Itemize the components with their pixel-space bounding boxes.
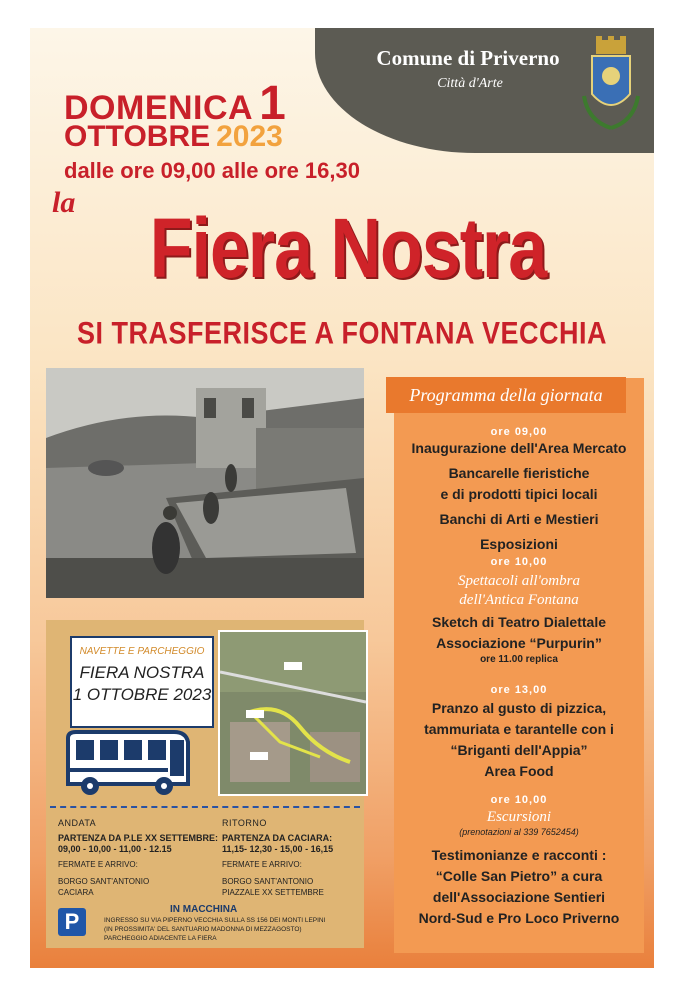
month-label: OTTOBRE	[64, 120, 211, 153]
parking-line: (IN PROSSIMITA' DEL SANTUARIO MADONNA DI MEZZAGOSTO)	[104, 926, 302, 933]
route-map	[218, 630, 368, 796]
program-line: Inaugurazione dell'Area Mercato	[411, 440, 627, 456]
program-note: ore 11.00 replica	[480, 654, 558, 665]
comune-name: Comune di Priverno	[376, 46, 560, 70]
section-time: ore 13,00	[490, 684, 548, 696]
section-time: ore 10,00	[490, 794, 548, 806]
program-line: Associazione “Purpurin”	[436, 635, 602, 651]
date-month	[64, 120, 283, 154]
section-time: ore 10,00	[490, 556, 548, 568]
parking-line: INGRESSO SU VIA PIPERNO VECCHIA SULLA SS 156 DEI MONTI LEPINI	[104, 917, 326, 924]
historic-photo	[46, 368, 364, 598]
program-italic: Escursioni	[486, 809, 552, 825]
andata-heading: ANDATA	[58, 818, 97, 828]
ritorno-heading: RITORNO	[222, 818, 267, 828]
andata-info	[58, 818, 218, 898]
year-label: 2023	[216, 120, 283, 153]
ritorno-stop: PIAZZALE XX SETTEMBRE	[222, 888, 324, 897]
andata-departure: PARTENZA DA P.LE XX SETTEMBRE:	[58, 833, 219, 843]
andata-times: 09,00 - 10,00 - 11,00 - 12.15	[58, 844, 172, 854]
program-line: Bancarelle fieristiche	[448, 465, 590, 481]
dashed-divider	[50, 806, 360, 808]
program-title: Programma della giornata	[386, 377, 626, 413]
section-time: ore 09,00	[490, 426, 548, 438]
program-line: “Colle San Pietro” a cura	[435, 868, 603, 884]
parking-line: PARCHEGGIO ADIACENTE LA FIERA	[104, 935, 217, 942]
program-line: e di prodotti tipici locali	[440, 486, 598, 502]
program-line: Esposizioni	[480, 536, 558, 552]
ritorno-info	[222, 818, 333, 898]
shuttle-label-line: 1 OTTOBRE 2023	[72, 685, 212, 704]
ritorno-stops-label: FERMATE E ARRIVO:	[222, 860, 302, 869]
andata-stops-label: FERMATE E ARRIVO:	[58, 860, 138, 869]
title-main: Fiera Nostra	[149, 201, 547, 295]
car-heading: IN MACCHINA	[170, 904, 238, 915]
day-label: DOMENICA	[64, 89, 254, 127]
program-section-3	[394, 684, 644, 782]
program-line: Banchi di Arti e Mestieri	[439, 511, 599, 527]
title-subtitle: SI TRASFERISCE A FONTANA VECCHIA	[76, 315, 607, 351]
day-number: 1	[259, 77, 287, 130]
program-line: Testimonianze e racconti :	[431, 847, 607, 863]
parking-icon: P	[58, 908, 86, 936]
shuttle-label-line: NAVETTE E PARCHEGGIO	[79, 646, 205, 657]
program-line: Sketch di Teatro Dialettale	[431, 614, 606, 630]
coat-of-arms-icon	[578, 36, 644, 136]
program-italic: dell'Antica Fontana	[459, 592, 579, 608]
program-line: dell'Associazione Sentieri	[432, 889, 606, 905]
shuttle-label	[70, 636, 214, 728]
program-line: Nord-Sud e Pro Loco Priverno	[418, 910, 620, 926]
ritorno-stop: BORGO SANT'ANTONIO	[222, 877, 314, 886]
program-note: (prenotazioni al 339 7652454)	[459, 827, 579, 837]
title-la: la	[52, 186, 76, 219]
program-italic: Spettacoli all'ombra	[458, 573, 580, 589]
program-line: tammuriata e tarantelle con i	[424, 721, 614, 737]
program-line: Area Food	[484, 763, 554, 779]
poster	[30, 28, 654, 968]
program-section-2	[394, 556, 644, 665]
program-line: Pranzo al gusto di pizzica,	[431, 700, 607, 716]
program-section-4	[394, 794, 644, 929]
ritorno-departure: PARTENZA DA CACIARA:	[222, 833, 333, 843]
andata-stop: BORGO SANT'ANTONIO	[58, 877, 150, 886]
bus-icon	[64, 728, 194, 798]
program-section-1	[394, 426, 644, 555]
program-line: “Briganti dell'Appia”	[450, 742, 588, 758]
parking-info	[104, 916, 354, 943]
shuttle-label-line: FIERA NOSTRA	[79, 663, 205, 682]
andata-stop: CACIARA	[58, 888, 94, 897]
event-hours: dalle ore 09,00 alle ore 16,30	[64, 158, 360, 183]
citta-arte: Città d'Arte	[437, 76, 503, 91]
ritorno-times: 11,15- 12,30 - 15,00 - 16,15	[222, 844, 334, 854]
